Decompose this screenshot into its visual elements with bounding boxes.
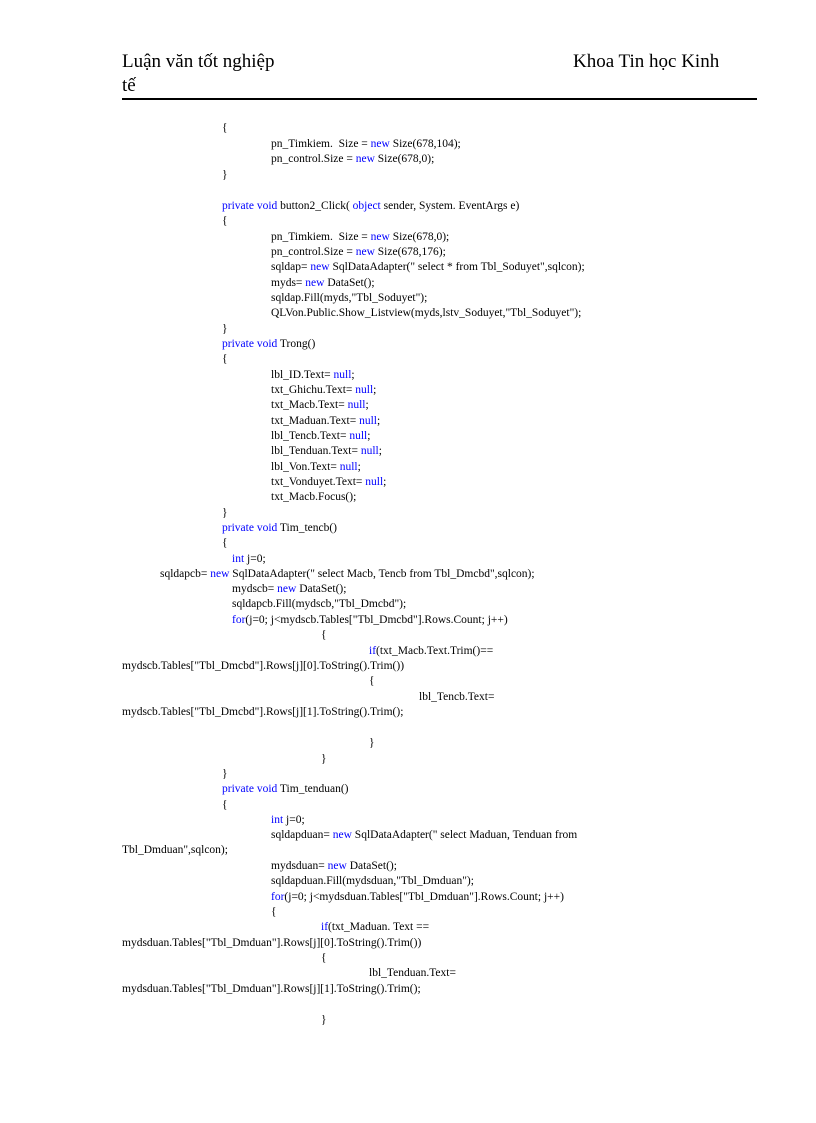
code-text: pn_control.Size = [271,153,356,165]
code-line [271,261,585,274]
code-text: Size(678,0); [389,231,450,243]
header-right: Khoa Tin học Kinh [573,51,720,72]
code-text: DataSet(); [346,860,397,872]
header-left-line2: tế [122,75,136,96]
code-text: { [321,629,327,641]
code-keyword: void [256,338,278,350]
code-text: } [222,169,228,181]
code-keyword: int [232,553,245,565]
code-text: txt_Vonduyet.Text= [271,476,366,488]
code-text: Tim_tencb() [277,522,338,534]
code-line [321,952,327,965]
code-text: pn_Timkiem. Size = [271,231,371,243]
code-line [222,507,228,520]
code-text: lbl_Tencb.Text= [419,691,495,703]
code-line [321,629,327,642]
code-text: (j=0; j<mydscb.Tables["Tbl_Dmcbd"].Rows.Count; j++) [245,614,508,626]
code-text: DataSet(); [296,583,347,595]
code-text: mydsduan.Tables["Tbl_Dmduan"].Rows[j][0].ToString().Trim()) [122,937,422,949]
code-text: pn_control.Size = [271,246,356,258]
code-keyword: null [333,369,352,381]
code-keyword: private [222,338,254,350]
code-keyword: new [305,277,325,289]
code-line [222,537,228,550]
code-text: Trong() [277,338,316,350]
code-line [222,522,337,535]
code-line [271,491,356,504]
code-text: sqldap= [271,261,311,273]
code-line [271,476,386,489]
code-keyword: null [355,384,374,396]
code-text: ; [373,384,377,396]
code-line [271,875,474,888]
code-keyword: null [349,430,368,442]
code-keyword: object [352,200,381,212]
code-text: } [321,1014,327,1026]
code-text: Size(678,104); [389,138,461,150]
code-text: j=0; [244,553,266,565]
code-text: txt_Maduan.Text= [271,415,360,427]
code-text: ; [351,369,355,381]
code-text: ; [367,430,371,442]
code-keyword: if [369,645,377,657]
code-line [232,583,346,596]
code-text: txt_Macb.Text= [271,399,348,411]
code-line [122,983,421,996]
code-keyword: new [355,153,375,165]
code-keyword: void [256,783,278,795]
code-keyword: new [327,860,347,872]
code-line [122,937,421,950]
code-text: button2_Click( [277,200,353,212]
code-text: } [222,768,228,780]
code-keyword: void [256,522,278,534]
code-line [271,246,446,259]
code-line [369,967,456,980]
code-keyword: null [359,415,377,427]
code-line [232,614,508,627]
code-text: { [222,215,228,227]
code-line [222,323,228,336]
code-text: } [222,507,228,519]
code-line [222,215,228,228]
code-text: { [222,122,228,134]
code-text: { [222,537,228,549]
code-text: } [369,737,375,749]
code-text: ; [357,461,361,473]
code-text: { [222,799,228,811]
code-line [271,277,375,290]
code-text: sqldapcb= [160,568,211,580]
code-keyword: private [222,783,254,795]
code-line [369,737,375,750]
code-text: Size(678,0); [374,153,435,165]
code-text: ; [378,445,382,457]
code-line [271,814,305,827]
code-line [222,169,228,182]
code-line [271,138,461,151]
code-text: txt_Macb.Focus(); [271,491,357,503]
code-text: QLVon.Public.Show_Listview(myds,lstv_Soduyet,"Tbl_Soduyet"); [271,307,582,319]
code-text: (txt_Maduan. Text == [328,921,430,933]
code-line [271,860,397,873]
code-text: lbl_Von.Text= [271,461,340,473]
code-text: lbl_Tenduan.Text= [271,445,361,457]
code-text: mydsduan= [271,860,328,872]
code-text: sqldapduan= [271,829,333,841]
code-text: DataSet(); [324,277,375,289]
code-line [222,768,228,781]
code-line [271,369,355,382]
code-keyword: null [365,476,384,488]
code-text: sqldapcb.Fill(mydscb,"Tbl_Dmcbd"); [232,598,407,610]
code-text: mydscb.Tables["Tbl_Dmcbd"].Rows[j][0].ToString().Trim()) [122,660,405,672]
code-line [160,568,535,581]
code-text: myds= [271,277,306,289]
code-text: sender, System. EventArgs e) [380,200,520,212]
code-line [222,799,228,812]
code-keyword: int [271,814,284,826]
code-line [321,921,429,934]
code-keyword: new [332,829,352,841]
code-line [122,844,228,857]
code-text: Tim_tenduan() [277,783,349,795]
code-keyword: private [222,200,254,212]
code-keyword: null [360,445,379,457]
code-keyword: new [277,583,297,595]
code-text: lbl_Tenduan.Text= [369,967,456,979]
code-line [222,783,349,796]
code-line [222,122,228,135]
code-line [271,384,376,397]
code-line [321,753,327,766]
code-text: { [271,906,277,918]
code-text: { [321,952,327,964]
code-keyword: if [321,921,329,933]
code-text: SqlDataAdapter(" select * from Tbl_Soduyet",sqlcon); [329,261,585,273]
code-text: SqlDataAdapter(" select Maduan, Tenduan from [351,829,578,841]
code-text: lbl_ID.Text= [271,369,334,381]
code-line [271,430,370,443]
code-text: j=0; [283,814,305,826]
code-text: txt_Ghichu.Text= [271,384,356,396]
code-text: mydscb= [232,583,278,595]
code-line [369,675,375,688]
code-line [222,200,519,213]
code-line [271,231,449,244]
code-text: Tbl_Dmduan",sqlcon); [122,844,228,856]
code-text: SqlDataAdapter(" select Macb, Tencb from Tbl_Dmcbd",sqlcon); [229,568,535,580]
code-line [222,353,228,366]
code-keyword: new [355,246,375,258]
code-keyword: null [339,461,358,473]
code-line [369,645,493,658]
code-line [321,1014,327,1027]
code-keyword: new [310,261,330,273]
code-keyword: null [347,399,366,411]
code-line [222,338,315,351]
code-text: ; [365,399,369,411]
code-line [271,415,380,428]
code-text: lbl_Tencb.Text= [271,430,350,442]
code-text: ; [376,415,381,427]
code-text: sqldapduan.Fill(mydsduan,"Tbl_Dmduan"); [271,875,474,887]
code-keyword: void [256,200,278,212]
code-line [232,598,406,611]
code-line [271,307,581,320]
code-line [271,153,434,166]
code-line [271,292,427,305]
header-left-line1: Luận văn tốt nghiệp [122,51,275,72]
code-text: (j=0; j<mydsduan.Tables["Tbl_Dmduan"].Rows.Count; j++) [284,891,564,903]
code-keyword: new [370,138,390,150]
code-text: ; [383,476,387,488]
code-text: } [321,753,327,765]
code-line [271,445,382,458]
code-keyword: new [210,568,230,580]
code-line [271,461,361,474]
code-line [271,906,277,919]
code-line [419,691,494,704]
code-line [271,829,577,842]
code-keyword: private [222,522,254,534]
code-text: sqldap.Fill(myds,"Tbl_Soduyet"); [271,292,428,304]
code-text: { [222,353,228,365]
code-line [271,891,564,904]
code-line [122,660,404,673]
code-text: pn_Timkiem. Size = [271,138,371,150]
code-keyword: for [271,891,285,903]
code-text: { [369,675,375,687]
code-line [122,706,403,719]
code-text: mydscb.Tables["Tbl_Dmcbd"].Rows[j][1].ToString().Trim(); [122,706,404,718]
code-text: (txt_Macb.Text.Trim()== [376,645,494,657]
code-keyword: new [370,231,390,243]
code-keyword: for [232,614,246,626]
code-text: mydsduan.Tables["Tbl_Dmduan"].Rows[j][1].ToString().Trim(); [122,983,421,995]
code-line [271,399,369,412]
code-text: Size(678,176); [374,246,446,258]
code-text: } [222,323,228,335]
code-line [232,553,266,566]
